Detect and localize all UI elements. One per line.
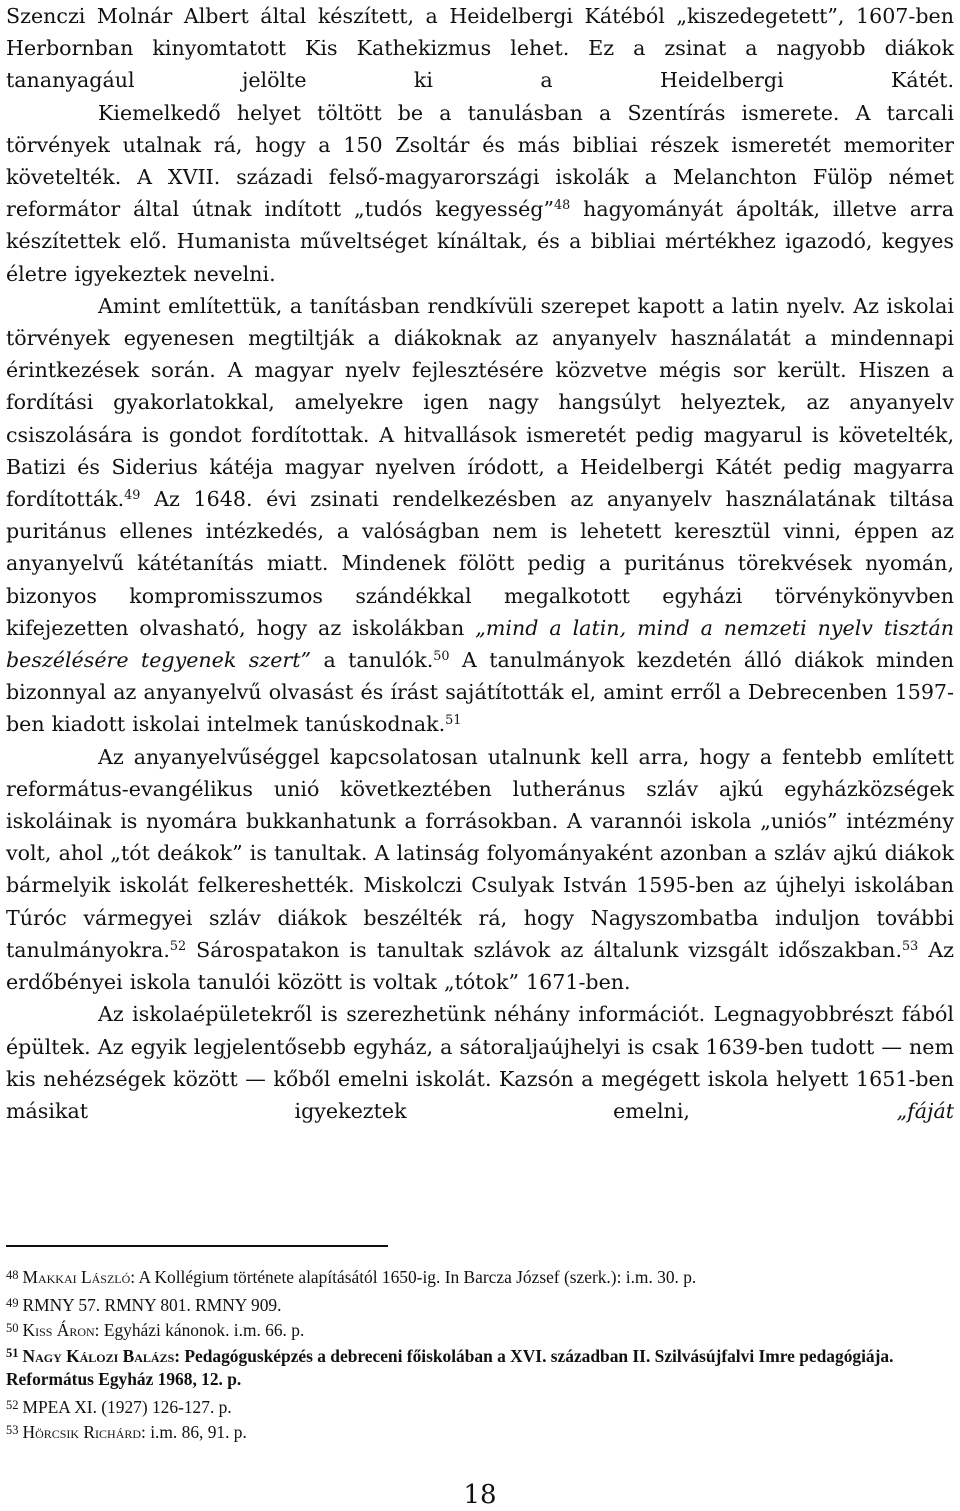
paragraph-1: [6, 0, 954, 97]
footnote-number: 52: [6, 1397, 19, 1412]
paragraph-5: [6, 998, 954, 1127]
paragraph-2: [6, 97, 954, 290]
footnote-author: Kiss Áron: [22, 1320, 95, 1341]
footnote-separator: [6, 1245, 388, 1247]
paragraph-5-quote: „fáját: [896, 1098, 954, 1123]
footnote-48: [6, 1266, 954, 1289]
footnote-number: 53: [6, 1422, 19, 1437]
footnote-ref-51: 51: [445, 713, 462, 729]
footnote-ref-50: 50: [433, 649, 450, 665]
footnote-author: Makkai László: [22, 1267, 131, 1287]
footnote-author: Nagy Kálozi Balázs: [22, 1345, 175, 1366]
paragraph-3-text-a: Amint említettük, a tanításban rendkívüli szerepet kapott a latin nyelv. Az iskolai törvények egyenesen megtiltják a diákoknak az anyanyelv használatát a mindennapi érintkezések során. A magyar nyelv fejlesztésére közvetve mégis sor került. Hiszen a fordítási gyakorlatokkal, amelyekre igen nagy hangsúlyt helyeztek, az anyanyelv csiszolására is gondot fordítottak. A hitvallások ismeretét pedig magyarul is követelték, Batizi és Siderius kátéja magyar nyelven íródott, a Heidelbergi Kátét pedig magyarra fordították.: [6, 293, 954, 512]
footnote-number: 48: [6, 1267, 19, 1282]
paragraph-2-text-a: Kiemelkedő helyet töltött be a tanulásban a Szentírás ismerete. A tarcali törvények utalnak rá, hogy a 150 Zsoltár és más bibliai részek ismeretét memoriter követelték. A XVII. századi felső-magyarországi iskolák a Melanchton Fülöp német reformátor által útnak indított „tudós kegyesség”: [6, 100, 954, 222]
footnote-text: : A Kollégium története alapításától 1650-ig. In Barcza József (szerk.): i.m. 30. p.: [130, 1267, 697, 1287]
footnote-ref-49: 49: [124, 488, 141, 504]
footnote-49: [6, 1294, 954, 1317]
paragraph-3-text-c: a tanulók.: [311, 648, 434, 673]
footnote-ref-48: 48: [553, 198, 571, 214]
paragraph-3-text-d: A tanulmányok kezdetén álló diákok minden bizonnyal az anyanyelvű olvasást és írást sajátították el, amint erről a Debrecenben 1597-ben kiadott iskolai intelmek tanúskodnak.: [6, 648, 955, 737]
footnotes: [6, 1266, 954, 1446]
paragraph-4-text-a: Az anyanyelvűséggel kapcsolatosan utalnunk kell arra, hogy a fentebb említett református-evangélikus unió következtében lutheránus szláv ajkú egyházközségek iskoláinak is nyomára bukkanhatunk a forrásokban. A varannói iskola „uniós” intézmény volt, ahol „tót deákok” is tanultak. A latinság folyományaként azonban a szláv ajkú diákok bármelyik iskolát felkereshették. Miskolczi Csulyak István 1595-ben az újhelyi iskolában Túróc vármegyei szláv diákok beszélték rá, hogy Nagyszombatba induljon további tanulmányokra.: [6, 744, 954, 962]
paragraph-5-text: Az iskolaépületekről is szerezhetünk néhány információt. Legnagyobbrészt fából épültek. Az egyik legjelentősebb egyház, a sátoraljaújhelyi is csak 1639-ben tudott — nem kis nehézségek között — kőből emelni iskolát. Kazsón a megégett iskola helyett 1651-ben másikat igyekeztek emelni,: [6, 1002, 954, 1123]
footnote-text: : i.m. 86, 91. p.: [141, 1422, 247, 1443]
footnote-text: RMNY 57. RMNY 801. RMNY 909.: [22, 1295, 282, 1316]
paragraph-2-text-b: hagyományát ápolták, illetve arra készítettek elő. Humanista műveltséget kínáltak, és a bibliai mértékhez igazodó, kegyes életre igyekeztek nevelni.: [6, 197, 954, 286]
paragraph-3-text-b: Az 1648. évi zsinati rendelkezésben az anyanyelv használatának tiltása puritánus ellenes intézkedés, a valóságban nem is lehetett keresztül vinni, éppen az anyanyelvű kátétanítás miatt. Mindenek fölött pedig a puritánus törekvések nyomán, bizonyos kompromisszumos szándékkal megalkotott egyházi törvénykönyvben kifejezetten olvasható, hogy az iskolákban: [6, 487, 954, 640]
footnote-ref-53: 53: [902, 938, 919, 954]
footnote-51: [6, 1345, 954, 1391]
footnote-ref-52: 52: [169, 938, 187, 954]
footnote-number: 51: [6, 1346, 19, 1361]
footnote-text: : Pedagógusképzés a debreceni főiskolában a XVI. században II. Szilvásújfalvi Imre pedagógiája. Református Egyház 1968, 12. p.: [6, 1345, 894, 1389]
footnote-text: : Egyházi kánonok. i.m. 66. p.: [94, 1320, 305, 1341]
paragraph-4-text-b: Sárospatakon is tanultak szlávok az általunk vizsgált időszakban.: [186, 937, 902, 962]
paragraph-1-text: Szenczi Molnár Albert által készített, a Heidelbergi Kátéból „kiszedegetett”, 1607-ben Herbornban kinyomtatott Kis Kathekizmus lehet. Ez a zsinat a nagyobb diákok tananyagául jelölte ki a Heidelbergi Kátét.: [6, 4, 954, 93]
footnote-text: MPEA XI. (1927) 126-127. p.: [22, 1397, 232, 1418]
page-number: 18: [463, 1480, 497, 1510]
footnote-number: 50: [6, 1321, 19, 1336]
footnote-number: 49: [6, 1295, 19, 1310]
paragraph-3: [6, 290, 954, 741]
footnote-52: [6, 1396, 954, 1419]
paragraph-4-text-c: Az erdőbényei iskola tanulói között is voltak „tótok” 1671-ben.: [6, 937, 954, 995]
footnote-50: [6, 1319, 954, 1342]
footnote-author: Hörcsik Richárd: [22, 1422, 142, 1443]
footnote-53: [6, 1421, 954, 1444]
paragraph-4: [6, 741, 954, 999]
paragraph-3-quote: „mind a latin, mind a nemzeti nyelv tisztán beszélésére tegyenek szert”: [6, 615, 954, 673]
body-text: [6, 0, 954, 1127]
